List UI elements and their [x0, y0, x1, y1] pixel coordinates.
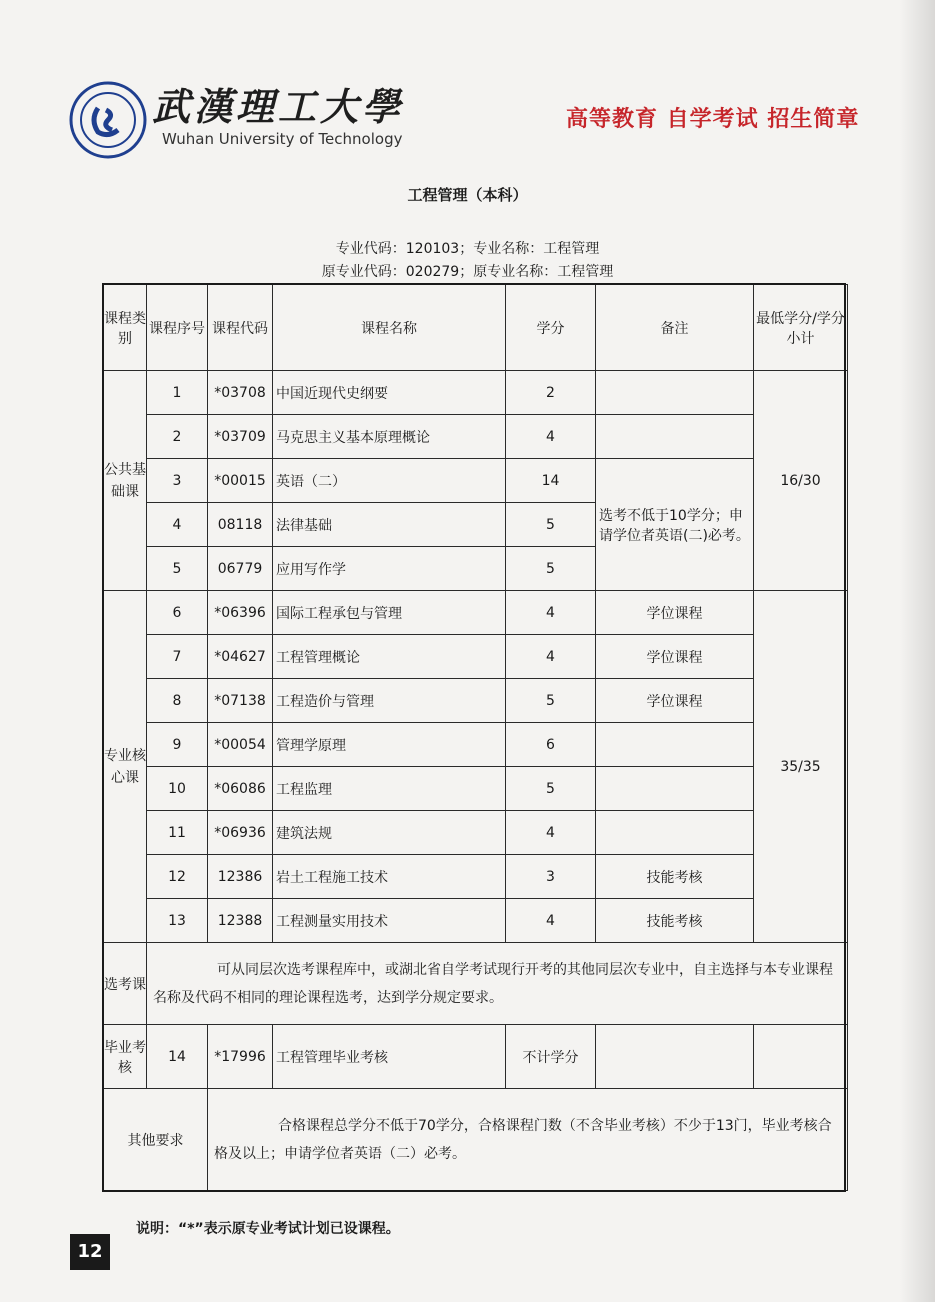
row-seq: 7	[147, 635, 208, 679]
row-seq: 9	[147, 723, 208, 767]
graduation-name: 工程管理毕业考核	[273, 1025, 506, 1089]
row-course-name: 建筑法规	[273, 811, 506, 855]
table-row	[104, 459, 848, 503]
row-code: 12386	[208, 855, 273, 899]
other-requirements-row	[104, 1089, 848, 1191]
row-code: *03708	[208, 371, 273, 415]
graduation-seq: 14	[147, 1025, 208, 1089]
row-code: *00054	[208, 723, 273, 767]
row-note	[596, 371, 754, 415]
row-credit: 2	[506, 371, 596, 415]
row-code: 12388	[208, 899, 273, 943]
category-elective: 选考课	[104, 943, 147, 1025]
row-code: *06086	[208, 767, 273, 811]
row-seq: 4	[147, 503, 208, 547]
graduation-code: *17996	[208, 1025, 273, 1089]
table-row	[104, 811, 848, 855]
row-seq: 13	[147, 899, 208, 943]
row-credit: 3	[506, 855, 596, 899]
row-course-name: 工程测量实用技术	[273, 899, 506, 943]
course-plan-table	[103, 284, 848, 1191]
table-row	[104, 635, 848, 679]
original-major-code-line: 原专业代码：020279；原专业名称：工程管理	[321, 264, 614, 280]
table-header-row	[104, 285, 848, 371]
row-seq: 1	[147, 371, 208, 415]
table-row	[104, 371, 848, 415]
table-row	[104, 899, 848, 943]
category-other: 其他要求	[104, 1089, 208, 1191]
header-subtotal: 最低学分/学分小计	[754, 285, 848, 371]
row-credit: 4	[506, 635, 596, 679]
row-seq: 12	[147, 855, 208, 899]
page-title: 工程管理（本科）	[407, 186, 528, 204]
graduation-row	[104, 1025, 848, 1089]
row-credit: 14	[506, 459, 596, 503]
row-credit: 5	[506, 767, 596, 811]
row-course-name: 马克思主义基本原理概论	[273, 415, 506, 459]
row-course-name: 中国近现代史纲要	[273, 371, 506, 415]
row-course-name: 管理学原理	[273, 723, 506, 767]
row-code: *06936	[208, 811, 273, 855]
public-subtotal: 16/30	[754, 371, 848, 591]
elective-text: 可从同层次选考课程库中，或湖北省自学考试现行开考的其他同层次专业中，自主选择与本专业课程名称及代码不相同的理论课程选考，达到学分规定要求。	[147, 943, 848, 1025]
header-credit: 学分	[506, 285, 596, 371]
row-credit: 5	[506, 547, 596, 591]
major-code-line: 专业代码：120103；专业名称：工程管理	[335, 241, 600, 257]
row-seq: 2	[147, 415, 208, 459]
university-name-en: Wuhan University of Technology	[162, 130, 403, 148]
public-note: 选考不低于10学分；申请学位者英语(二)必考。	[596, 459, 754, 591]
row-credit: 4	[506, 899, 596, 943]
row-note: 技能考核	[596, 899, 754, 943]
category-graduation: 毕业考核	[104, 1025, 147, 1089]
table-row	[104, 591, 848, 635]
category-public: 公共基础课	[104, 371, 147, 591]
table-row	[104, 855, 848, 899]
row-note	[596, 811, 754, 855]
row-code: *00015	[208, 459, 273, 503]
university-logo-icon	[68, 80, 148, 160]
row-credit: 4	[506, 415, 596, 459]
row-note: 技能考核	[596, 855, 754, 899]
other-requirements-text: 合格课程总学分不低于70学分，合格课程门数（不含毕业考核）不少于13门，毕业考核合格及以上；申请学位者英语（二）必考。	[208, 1089, 848, 1191]
row-code: 06779	[208, 547, 273, 591]
row-credit: 4	[506, 811, 596, 855]
row-course-name: 工程监理	[273, 767, 506, 811]
table-row	[104, 415, 848, 459]
page-number: 12	[70, 1234, 110, 1270]
row-code: *04627	[208, 635, 273, 679]
row-seq: 11	[147, 811, 208, 855]
row-code: 08118	[208, 503, 273, 547]
row-course-name: 岩土工程施工技术	[273, 855, 506, 899]
row-note	[596, 767, 754, 811]
row-note: 学位课程	[596, 679, 754, 723]
row-course-name: 英语（二）	[273, 459, 506, 503]
header-note: 备注	[596, 285, 754, 371]
row-course-name: 应用写作学	[273, 547, 506, 591]
category-core: 专业核心课	[104, 591, 147, 943]
row-note: 学位课程	[596, 635, 754, 679]
row-code: *06396	[208, 591, 273, 635]
row-credit: 6	[506, 723, 596, 767]
row-code: *03709	[208, 415, 273, 459]
row-credit: 4	[506, 591, 596, 635]
table-row	[104, 679, 848, 723]
core-subtotal: 35/35	[754, 591, 848, 943]
table-row	[104, 767, 848, 811]
header-seq: 课程序号	[147, 285, 208, 371]
footnote: 说明：“*”表示原专业考试计划已设课程。	[136, 1221, 400, 1237]
row-course-name: 国际工程承包与管理	[273, 591, 506, 635]
row-credit: 5	[506, 503, 596, 547]
row-course-name: 工程管理概论	[273, 635, 506, 679]
header-code: 课程代码	[208, 285, 273, 371]
header-course-name: 课程名称	[273, 285, 506, 371]
row-note: 学位课程	[596, 591, 754, 635]
row-seq: 8	[147, 679, 208, 723]
row-code: *07138	[208, 679, 273, 723]
row-seq: 3	[147, 459, 208, 503]
row-note	[596, 723, 754, 767]
graduation-note	[596, 1025, 754, 1089]
row-course-name: 法律基础	[273, 503, 506, 547]
university-name-cn: 武漢理工大學	[152, 84, 405, 129]
row-course-name: 工程造价与管理	[273, 679, 506, 723]
elective-row	[104, 943, 848, 1025]
header-category: 课程类别	[104, 285, 147, 371]
row-note	[596, 415, 754, 459]
document-header	[60, 66, 900, 166]
table-row	[104, 723, 848, 767]
slogan: 高等教育 自学考试 招生简章	[566, 107, 860, 132]
row-credit: 5	[506, 679, 596, 723]
row-seq: 10	[147, 767, 208, 811]
graduation-credit: 不计学分	[506, 1025, 596, 1089]
row-seq: 5	[147, 547, 208, 591]
row-seq: 6	[147, 591, 208, 635]
graduation-subtotal	[754, 1025, 848, 1089]
